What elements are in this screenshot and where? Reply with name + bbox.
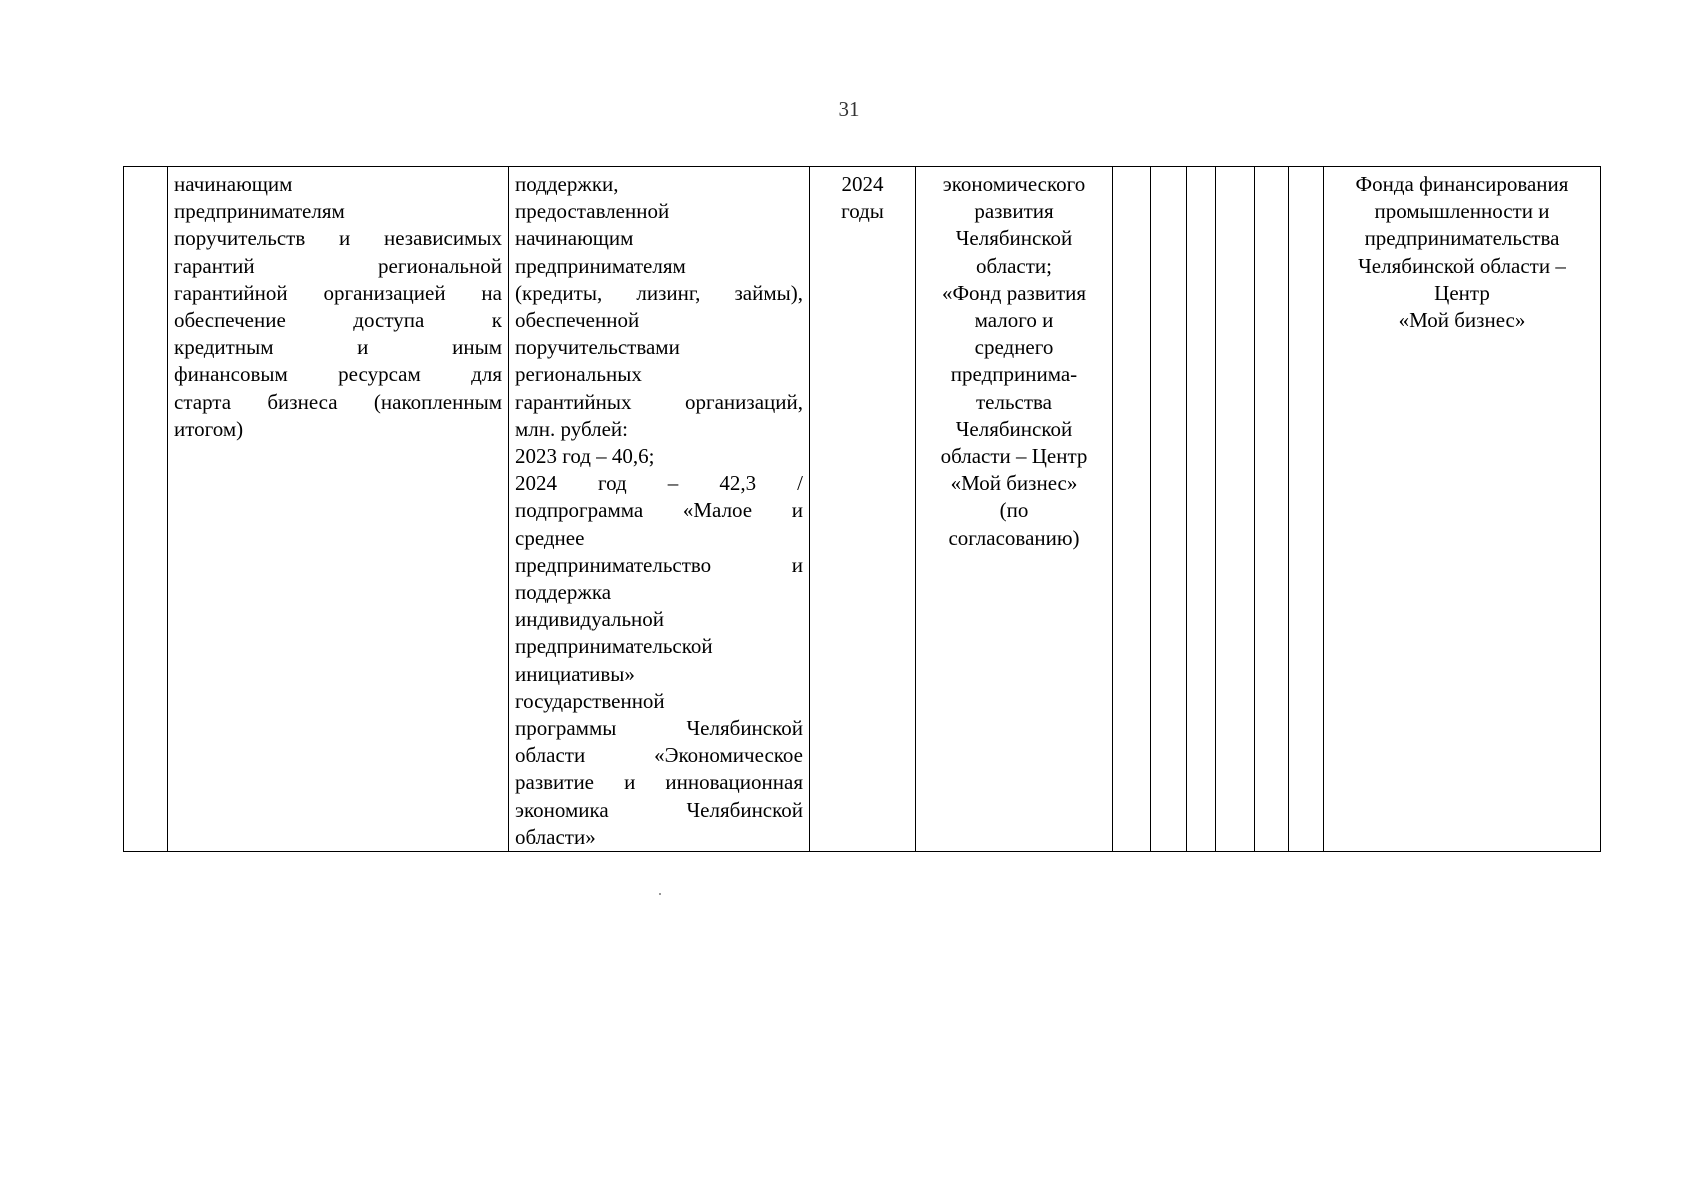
- cell-line: гарантийных организаций,: [515, 389, 803, 414]
- cell-line: начинающим: [174, 172, 293, 196]
- cell-line: (кредиты, лизинг, займы),: [515, 280, 803, 305]
- cell-line: Челябинской: [955, 226, 1073, 251]
- measure-name-cell: [168, 167, 509, 852]
- cell-line: области «Экономическое: [515, 743, 803, 768]
- cell-line: государственной: [515, 688, 665, 713]
- cell-line: предпринима-: [950, 362, 1078, 387]
- cell-line: тельства: [975, 389, 1052, 414]
- empty-cell-10: [1255, 167, 1289, 852]
- empty-cell-11: [1289, 167, 1324, 852]
- empty-cell-9: [1216, 167, 1255, 852]
- cell-line: согласованию): [948, 525, 1080, 550]
- cell-line: гарантий региональной: [174, 253, 502, 278]
- cell-line: гарантийной организацией на: [174, 280, 502, 305]
- cell-line: развитие и инновационная: [515, 770, 803, 795]
- cell-line: программы Челябинской: [515, 716, 803, 741]
- cell-line: предпринимательства: [1364, 226, 1560, 251]
- measures-table: [123, 166, 1601, 852]
- cell-line: региональных: [515, 362, 642, 387]
- cell-line: подпрограмма «Малое и: [515, 498, 803, 523]
- cell-line: среднего: [974, 335, 1054, 360]
- cell-line: Центр: [1434, 280, 1490, 305]
- stray-mark: [659, 893, 661, 895]
- cell-line: 2023 год – 40,6;: [515, 444, 655, 469]
- cell-line: предпринимателям: [515, 253, 686, 278]
- cell-line: области – Центр: [940, 444, 1088, 469]
- cell-line: индивидуальной: [515, 607, 664, 632]
- cell-line: поддержка: [515, 580, 612, 605]
- cell-line: «Мой бизнес»: [950, 471, 1078, 496]
- cell-line: итогом): [174, 416, 244, 441]
- page-number: 31: [838, 97, 860, 121]
- empty-cell-8: [1187, 167, 1216, 852]
- cell-line: обеспеченной: [515, 308, 640, 333]
- cell-line: предпринимателям: [174, 199, 345, 224]
- cell-line: Фонда финансирования: [1355, 172, 1569, 196]
- cell-line: начинающим: [515, 226, 634, 251]
- number-cell: [124, 167, 168, 852]
- cell-line: «Мой бизнес»: [1398, 308, 1526, 333]
- empty-cell-7: [1151, 167, 1187, 852]
- cell-line: кредитным и иным: [174, 335, 502, 360]
- cell-line: годы: [841, 199, 884, 224]
- cell-line: млн. рублей:: [515, 416, 628, 441]
- cell-line: области»: [515, 824, 596, 849]
- period-cell: [810, 167, 916, 852]
- cell-line: поддержки,: [515, 172, 619, 196]
- executors-cell: [916, 167, 1113, 852]
- cell-line: (по: [999, 498, 1029, 523]
- participants-cell: [1324, 167, 1601, 852]
- cell-line: предпринимательство и: [515, 552, 803, 577]
- empty-cell-6: [1113, 167, 1151, 852]
- cell-line: Челябинской: [955, 416, 1073, 441]
- cell-line: старта бизнеса (накопленным: [174, 389, 502, 414]
- cell-line: развития: [974, 199, 1054, 224]
- cell-line: 2024 год – 42,3 /: [515, 471, 803, 496]
- cell-line: 2024: [841, 172, 884, 196]
- cell-line: инициативы»: [515, 661, 635, 686]
- cell-line: предпринимательской: [515, 634, 713, 659]
- cell-line: «Фонд развития: [941, 280, 1087, 305]
- table-row: [124, 167, 1601, 852]
- cell-line: среднее: [515, 525, 585, 550]
- cell-line: экономика Челябинской: [515, 797, 803, 822]
- cell-line: финансовым ресурсам для: [174, 362, 502, 387]
- cell-line: поручительств и независимых: [174, 226, 502, 251]
- cell-line: области;: [975, 253, 1053, 278]
- cell-line: Челябинской области –: [1358, 253, 1566, 278]
- cell-line: обеспечение доступа к: [174, 308, 502, 333]
- cell-line: промышленности и: [1374, 199, 1550, 224]
- cell-line: малого и: [974, 308, 1054, 333]
- cell-line: экономического: [942, 172, 1086, 196]
- indicator-cell: [509, 167, 810, 852]
- cell-line: предоставленной: [515, 199, 670, 224]
- cell-line: поручительствами: [515, 335, 680, 360]
